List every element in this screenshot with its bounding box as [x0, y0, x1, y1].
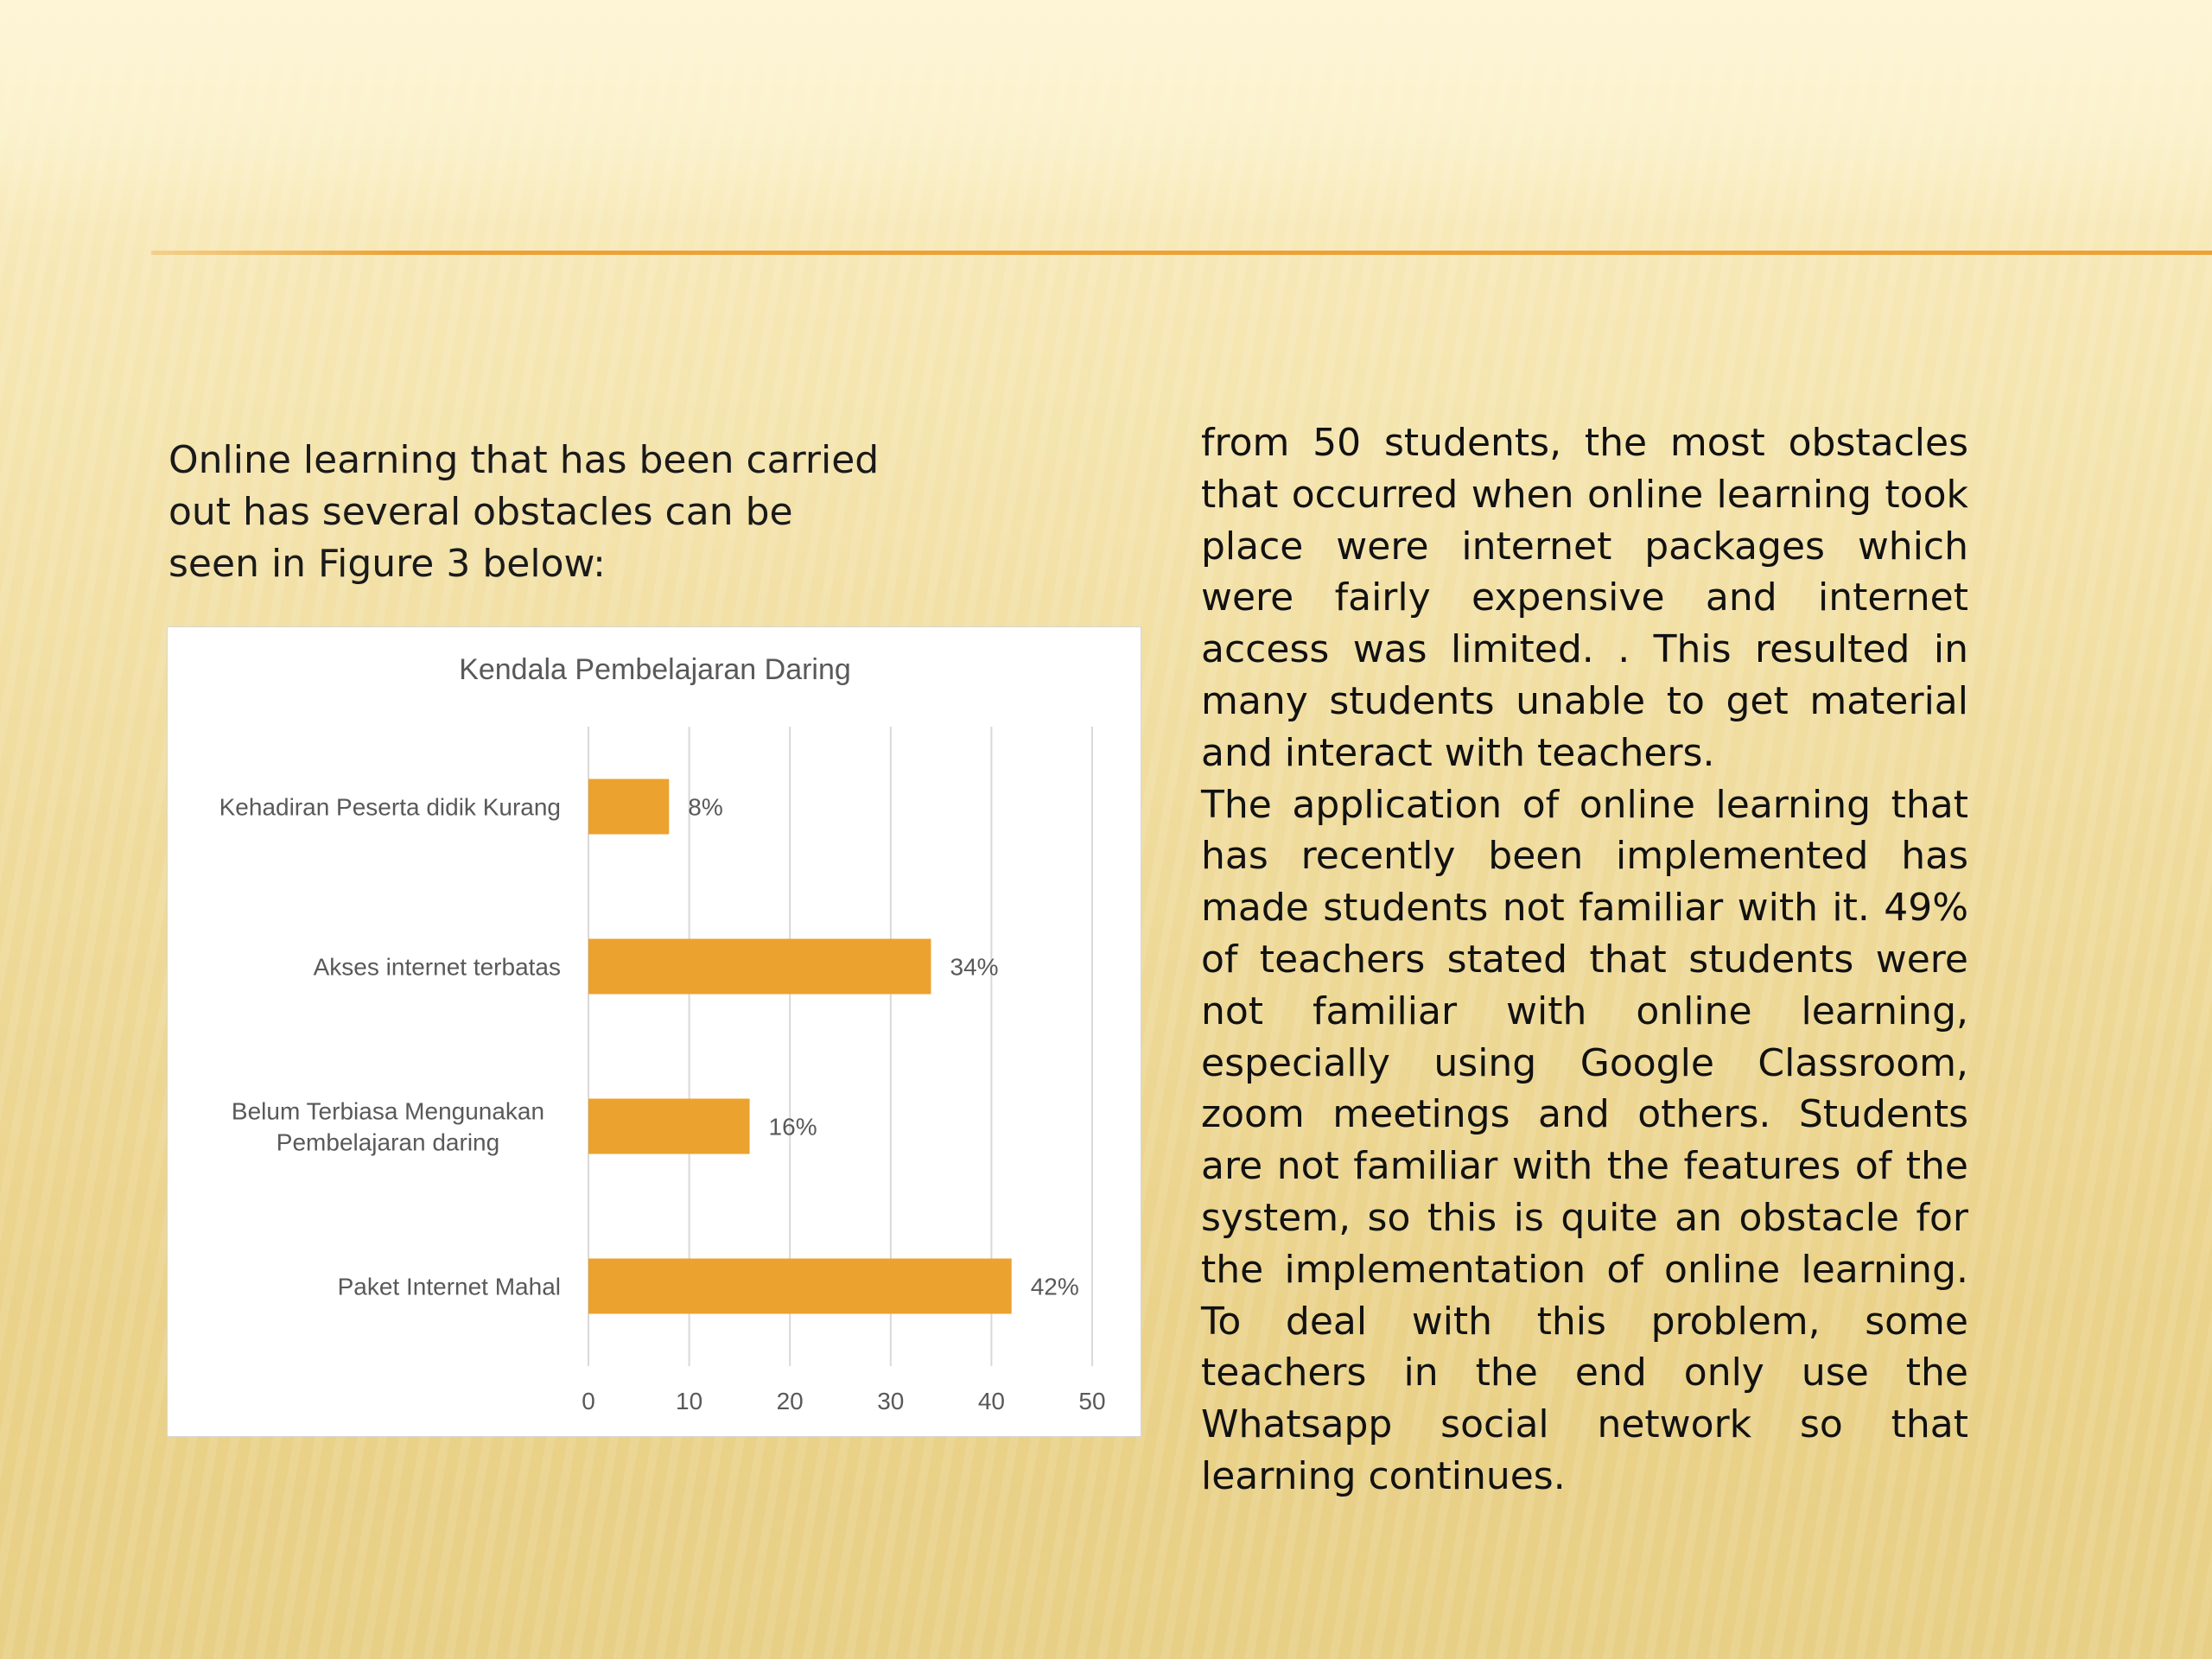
x-tick-label: 30 [877, 1388, 905, 1414]
body-paragraph-1: from 50 students, the most obstacles that occurred when online learning took place were internet packages which were fairly expensive and internet access was limited. . This resulted in many students unable to get material and interact with teachers. [1201, 421, 1968, 775]
body-text-column [1201, 417, 1968, 1503]
category-label: Pembelajaran daring [276, 1128, 500, 1156]
bar [588, 779, 669, 835]
category-label: Kehadiran Peserta didik Kurang [219, 793, 561, 821]
x-tick-label: 50 [1078, 1388, 1106, 1414]
data-label: 34% [950, 953, 999, 981]
bar [588, 1099, 750, 1154]
category-label: Belum Terbiasa Mengunakan [231, 1097, 545, 1125]
body-paragraph-2: The application of online learning that has recently been implemented has made students not familiar with it. 49% of teachers stated that students were not familiar with online learning, especially using Google Classroom, zoom meetings and others. Students are not familiar with the features of the system, so this is quite an obstacle for the implementation of online learning. To deal with this problem, some teachers in the end only use the Whatsapp social network so that learning continues. [1201, 782, 1968, 1498]
data-label: 8% [688, 793, 723, 821]
title-divider-line [151, 251, 2212, 255]
slide-top-glow [0, 0, 2212, 225]
bar [588, 939, 931, 995]
category-label: Paket Internet Mahal [337, 1273, 561, 1300]
x-tick-label: 10 [676, 1388, 703, 1414]
intro-paragraph: Online learning that has been carried out has several obstacles can be seen in Figure 3 below: [168, 438, 880, 586]
data-label: 16% [768, 1113, 817, 1141]
bar-chart [167, 626, 1141, 1437]
data-label: 42% [1030, 1273, 1079, 1300]
bar-chart-canvas [168, 627, 1142, 1438]
x-tick-label: 40 [977, 1388, 1005, 1414]
x-tick-label: 0 [582, 1388, 595, 1414]
category-label: Akses internet terbatas [313, 953, 561, 981]
x-tick-label: 20 [776, 1388, 804, 1414]
bar [588, 1259, 1012, 1314]
chart-title: Kendala Pembelajaran Daring [459, 653, 851, 686]
